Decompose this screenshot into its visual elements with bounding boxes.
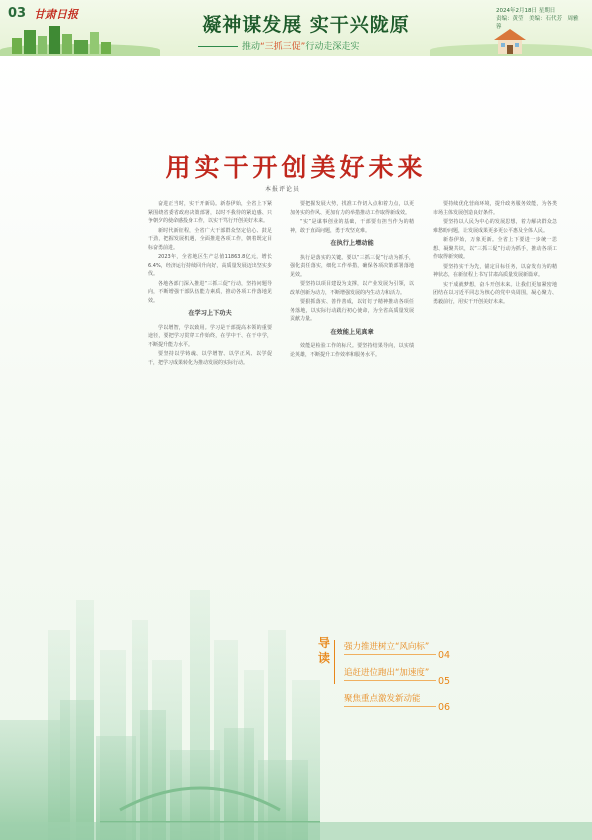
- paragraph: 新春伊始，万象更新。全省上下要进一步统一思想、凝聚共识，以“三抓三促”行动为抓手，推动各项工作取得新突破。: [433, 237, 557, 260]
- paragraph: 要坚持实干为先，锚定目标任务，以奋发有为的精神状态，在新征程上书写甘肃高质量发展新篇章。: [433, 263, 557, 278]
- paragraph: 实干成就梦想，奋斗开创未来。让我们更加紧密地团结在以习近平同志为核心的党中央周围，凝心聚力、勇毅前行，用实干开创美好未来。: [433, 281, 557, 305]
- paragraph: 要狠抓落实、善作善成，以钉钉子精神推动各项任务落地，以实际行动践行初心使命，为全省高质量发展贡献力量。: [290, 299, 414, 322]
- section-subhead: 在执行上增动能: [330, 240, 374, 247]
- guide-item-rule: [344, 680, 436, 681]
- paragraph: “实”是谋事创业的基础，干部要有担当作为的精神，敢于直面问题，勇于攻坚克难。: [290, 219, 414, 234]
- city-buildings-icon: [8, 24, 112, 54]
- article-column-1: [148, 200, 272, 496]
- house-icon: [490, 26, 530, 54]
- guide-item[interactable]: [344, 640, 476, 666]
- paragraph: 执行是落实的关键。要以“三抓三促”行动为抓手，强化责任落实，细化工作举措，确保各项决策部署落地见效。: [290, 254, 414, 278]
- guide-label: [316, 636, 332, 666]
- page-header: [0, 0, 592, 56]
- editor-credits: 责编：黄莹 美编：石代芳 周雅蓉: [496, 16, 579, 30]
- paragraph: 要坚持以项目建设为支撑，以产业发展为引领，以改革创新为动力，不断增强发展的内生动力和活力。: [290, 281, 414, 296]
- guide-item-rule: [344, 706, 436, 707]
- header-title: 凝神谋发展 实干兴陇原: [202, 14, 410, 36]
- guide-item-title: 强力推进树立“风向标”: [344, 642, 430, 652]
- article-headline: 用实干开创美好未来: [165, 153, 427, 182]
- paragraph: 要坚持以学铸魂、以学增智、以学正风、以学促干，把学习成果转化为推动发展的实际行动。: [148, 351, 272, 366]
- article-byline: 本报评论员: [265, 186, 301, 193]
- paragraph: 各地各部门深入推进“三抓三促”行动，坚持问题导向，不断增强干部队伍能力素质，推动各项工作落地见效。: [148, 280, 272, 304]
- issue-date: 2024年2月18日 星期日: [496, 8, 556, 14]
- header-subtitle: [198, 39, 359, 52]
- subtitle-highlight: “三抓三促”: [260, 42, 306, 52]
- guide-list: [344, 640, 476, 718]
- subtitle-rule: [198, 46, 238, 47]
- guide-item-page: 05: [438, 676, 451, 687]
- paragraph: 要坚持以人民为中心的发展思想，着力解决群众急难愁盼问题，让发展成果更多更公平惠及全体人民。: [433, 219, 557, 234]
- guide-item-title: 追赶进位跑出“加速度”: [344, 668, 430, 678]
- guide-item-page: 04: [438, 650, 451, 661]
- paragraph: 新时代新征程，全省广大干部群众坚定信心、鼓足干劲，把握发展机遇，全面推进各项工作，朝着既定目标奋勇前进。: [148, 227, 272, 251]
- paragraph: 要持续优化营商环境，提升政务服务效能，为各类市场主体发展创造良好条件。: [433, 201, 557, 216]
- article-column-2: [290, 200, 414, 600]
- page-number: 03: [8, 6, 27, 21]
- article-column-3: [433, 200, 557, 600]
- paragraph: 要把握发展大势，找准工作切入点和着力点，以更加务实的作风、更加有力的举措推动工作取得新成效。: [290, 201, 414, 216]
- paragraph: 效能是检验工作的标尺。要坚持结果导向，以实绩论英雄，不断提升工作效率和服务水平。: [290, 343, 414, 358]
- guide-item[interactable]: [344, 666, 476, 692]
- paragraph: 2023年，全省地区生产总值11863.8亿元，增长6.4%，经济运行持续回升向好，高质量发展迈出坚实步伐。: [148, 254, 272, 277]
- guide-bracket: [334, 640, 340, 684]
- guide-item-rule: [344, 654, 436, 655]
- subtitle-suffix: 行动走深走实: [305, 42, 360, 52]
- newspaper-logo: 甘肃日报: [34, 8, 78, 21]
- guide-item[interactable]: [344, 692, 476, 718]
- guide-label-char-2: 读: [317, 651, 330, 665]
- subtitle-prefix: 推动: [242, 42, 261, 52]
- paragraph: 学以增智，学以致用。学习是干部提高本领的重要途径，要把学习贯穿工作始终，在学中干、在干中学，不断提升能力水平。: [148, 324, 272, 348]
- city-skyline-illustration: [0, 560, 592, 840]
- guide-label-char-1: 导: [317, 636, 330, 650]
- section-subhead: 在学习上下功夫: [188, 310, 232, 317]
- section-subhead: 在效能上见真章: [330, 328, 374, 336]
- guide-item-page: 06: [438, 702, 451, 713]
- guide-item-title: 聚焦重点激发新动能: [344, 694, 421, 704]
- paragraph: 奋进正当时，实干开新局。新春伊始，全省上下紧紧围绕省委省政府决策部署，以时不我待的紧迫感、只争朝夕的使命感投身工作，以实干笃行开创美好未来。: [148, 201, 272, 224]
